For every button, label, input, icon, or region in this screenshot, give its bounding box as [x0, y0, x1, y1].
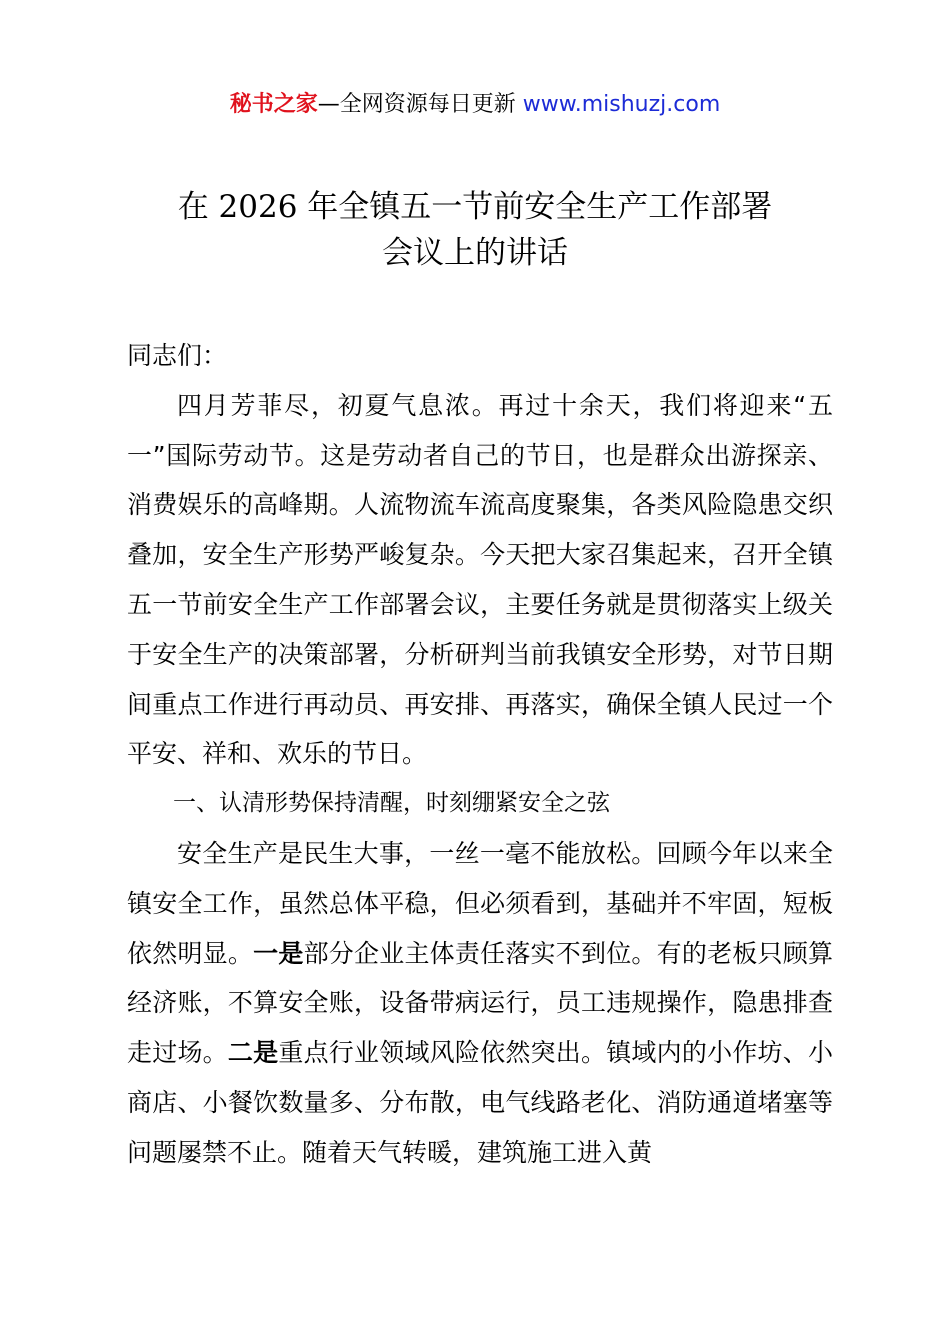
- section-heading-1: 一、认清形势保持清醒，时刻绷紧安全之弦: [173, 790, 610, 817]
- point-text-1: 部分企业主体责任落实不到位。有的老板只顾算经济账，不算安全账，设备带病运行，员工违规操作，隐患排查走过场。: [127, 938, 833, 1068]
- point-text-2: 重点行业领域风险依然突出。镇域内的小作坊、小商店、小餐饮数量多、分布散，电气线路老化、消防通道堵塞等问题屡禁不止。随着天气转暖，建筑施工进入黄: [127, 1038, 833, 1167]
- paragraph-intro: 四月芳菲尽，初夏气息浓。再过十余天，我们将迎来“五一”国际劳动节。这是劳动者自己的节日，也是群众出游探亲、消费娱乐的高峰期。人流物流车流高度聚集，各类风险隐患交织叠加，安全生产形势严峻复杂。今天把大家召集起来，召开全镇五一节前安全生产工作部署会议，主要任务就是贯彻落实上级关于安全生产的决策部署，分析研判当前我镇安全形势，对节日期间重点工作进行再动员、再安排、再落实，确保全镇人民过一个平安、祥和、欢乐的节日。: [127, 390, 833, 769]
- site-header: [0, 88, 950, 122]
- site-url-link[interactable]: www.mishuzj.com: [522, 92, 721, 117]
- paragraph-situation-intro: 安全生产是民生大事，一丝一毫不能放松。回顾今年以来全镇安全工作，虽然总体平稳，但必须看到，基础并不牢固，短板依然明显。: [127, 838, 833, 968]
- point-marker-1: 一是: [253, 938, 304, 968]
- point-marker-2: 二是: [227, 1038, 279, 1068]
- header-slogan: —全网资源每日更新: [317, 92, 516, 117]
- title-line-2: 会议上的讲话: [382, 235, 568, 271]
- salutation: 同志们：: [127, 341, 228, 370]
- paragraph-situation: [127, 829, 833, 1178]
- brand-name: 秘书之家: [229, 92, 318, 117]
- document-body: [127, 331, 833, 1178]
- title-line-1: 在 2026 年全镇五一节前安全生产工作部署: [177, 189, 773, 225]
- document-title: [120, 184, 830, 276]
